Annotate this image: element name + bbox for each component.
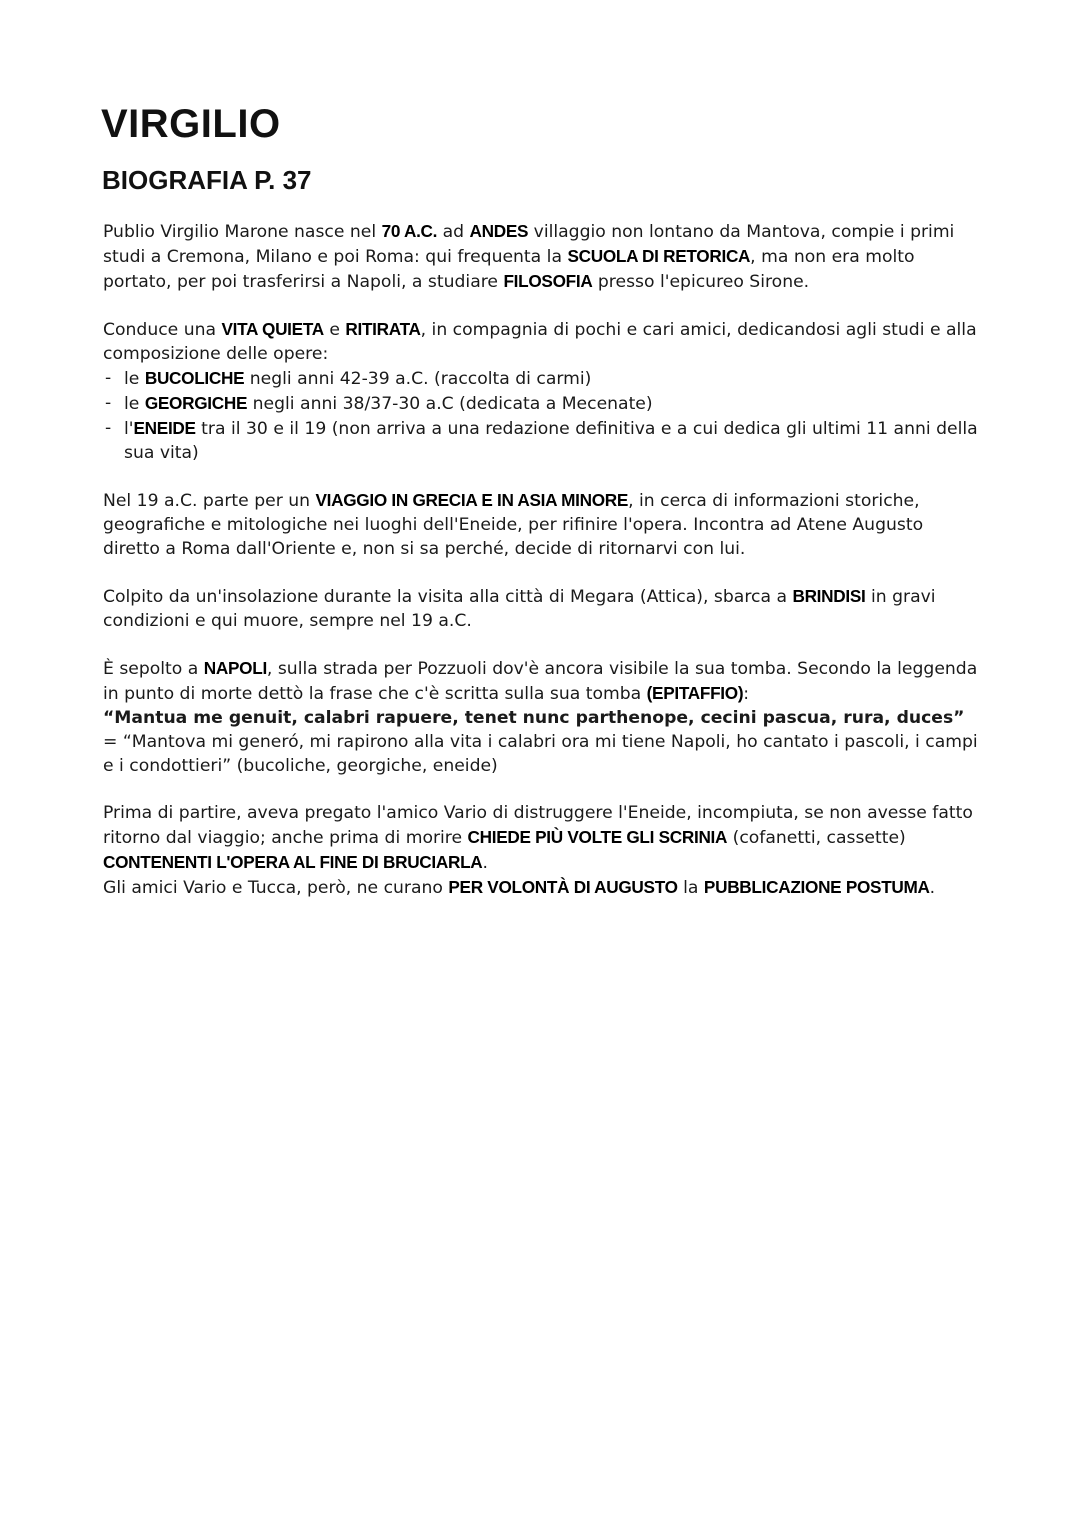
text: in gravi condizioni e qui muore, sempre nel 19 a.C.	[103, 587, 936, 631]
text: = “Mantova mi generó, mi rapirono alla vita i calabri ora mi tiene Napoli, ho cantato i pascoli, i campi e i condottieri” (bucoliche, georgiche, eneide)	[103, 732, 978, 776]
text: la	[677, 878, 704, 898]
highlight: VITA QUIETA	[221, 319, 324, 339]
highlight: ANDES	[469, 221, 529, 241]
list-item	[103, 416, 983, 465]
list-item	[103, 391, 983, 416]
text: Nel 19 a.C. parte per un	[103, 491, 316, 511]
text: Prima di partire, aveva pregato l'amico Vario di distruggere l'Eneide, incompiuta, se non avesse fatto ritorno dal viaggio; anche prima di morire	[103, 803, 973, 848]
paragraph-birth	[103, 219, 983, 294]
paragraph-publication	[103, 801, 983, 900]
document-body	[103, 219, 983, 900]
highlight: CHIEDE PIÙ VOLTE GLI SCRINIA	[467, 827, 728, 847]
highlight: (EPITAFFIO)	[646, 683, 744, 703]
highlight: CONTENENTI L'OPERA AL FINE DI BRUCIARLA	[103, 852, 483, 872]
paragraph-death	[103, 584, 983, 633]
highlight: PER VOLONTÀ DI AUGUSTO	[448, 877, 678, 897]
text: l'	[124, 419, 134, 439]
epitaph-quote: “Mantua me genuit, calabri rapuere, tenet nunc parthenope, cecini pascua, rura, duces”	[103, 708, 965, 728]
highlight: BUCOLICHE	[144, 368, 245, 388]
highlight: SCUOLA DI RETORICA	[567, 246, 751, 266]
paragraph-life	[103, 317, 983, 366]
highlight: PUBBLICAZIONE POSTUMA	[703, 877, 930, 897]
text: .	[929, 878, 936, 898]
paragraph-burial	[103, 656, 983, 778]
paragraph-journey	[103, 488, 983, 561]
text: .	[482, 853, 488, 873]
page-subtitle: BIOGRAFIA P. 37	[102, 165, 312, 195]
highlight: RITIRATA	[345, 319, 421, 339]
text: , in compagnia di pochi e cari amici, dedicandosi agli studi e alla composizione delle opere:	[103, 320, 977, 364]
text: le	[124, 369, 145, 389]
list-item	[103, 366, 983, 391]
highlight: VIAGGIO IN GRECIA E IN ASIA MINORE	[315, 490, 629, 510]
highlight: NAPOLI	[203, 658, 267, 678]
text: , in cerca di informazioni storiche, geografiche e mitologiche nei luoghi dell'Eneide, per rifinire l'opera. Incontra ad Atene Augusto diretto a Roma dall'Oriente e, non si sa perché, decide di ritornarvi con lui.	[103, 491, 924, 559]
highlight: FILOSOFIA	[503, 271, 593, 291]
text: Conduce una	[103, 320, 222, 340]
text: ad	[437, 222, 470, 242]
text: (cofanetti, cassette)	[727, 828, 906, 848]
highlight: 70 A.C.	[381, 221, 438, 241]
text: Publio Virgilio Marone nasce nel	[103, 222, 382, 242]
text: Colpito da un'insolazione durante la visita alla città di Megara (Attica), sbarca a	[103, 587, 793, 607]
text: Gli amici Vario e Tucca, però, ne curano	[103, 878, 449, 898]
highlight: GEORGICHE	[144, 393, 248, 413]
works-list	[103, 366, 983, 465]
text: le	[124, 394, 145, 414]
text: È sepolto a	[103, 659, 204, 679]
text: presso l'epicureo Sirone.	[592, 272, 810, 292]
text: negli anni 38/37-30 a.C (dedicata a Mecenate)	[247, 394, 653, 414]
text: e	[323, 320, 346, 340]
text: , ma non era molto portato, per poi trasferirsi a Napoli, a studiare	[103, 247, 915, 292]
text: negli anni 42-39 a.C. (raccolta di carmi)	[244, 369, 592, 389]
text: tra il 30 e il 19 (non arriva a una redazione definitiva e a cui dedica gli ultimi 11 anni della sua vita)	[124, 419, 978, 463]
highlight: ENEIDE	[133, 418, 196, 438]
highlight: BRINDISI	[792, 586, 866, 606]
page-title: VIRGILIO	[101, 102, 281, 146]
text: villaggio non lontano da Mantova, compie i primi studi a Cremona, Milano e poi Roma: qui frequenta la	[103, 222, 955, 267]
text: :	[743, 684, 750, 704]
text: , sulla strada per Pozzuoli dov'è ancora visibile la sua tomba. Secondo la leggenda in punto di morte dettò la frase che c'è scritta sulla sua tomba	[103, 659, 978, 704]
